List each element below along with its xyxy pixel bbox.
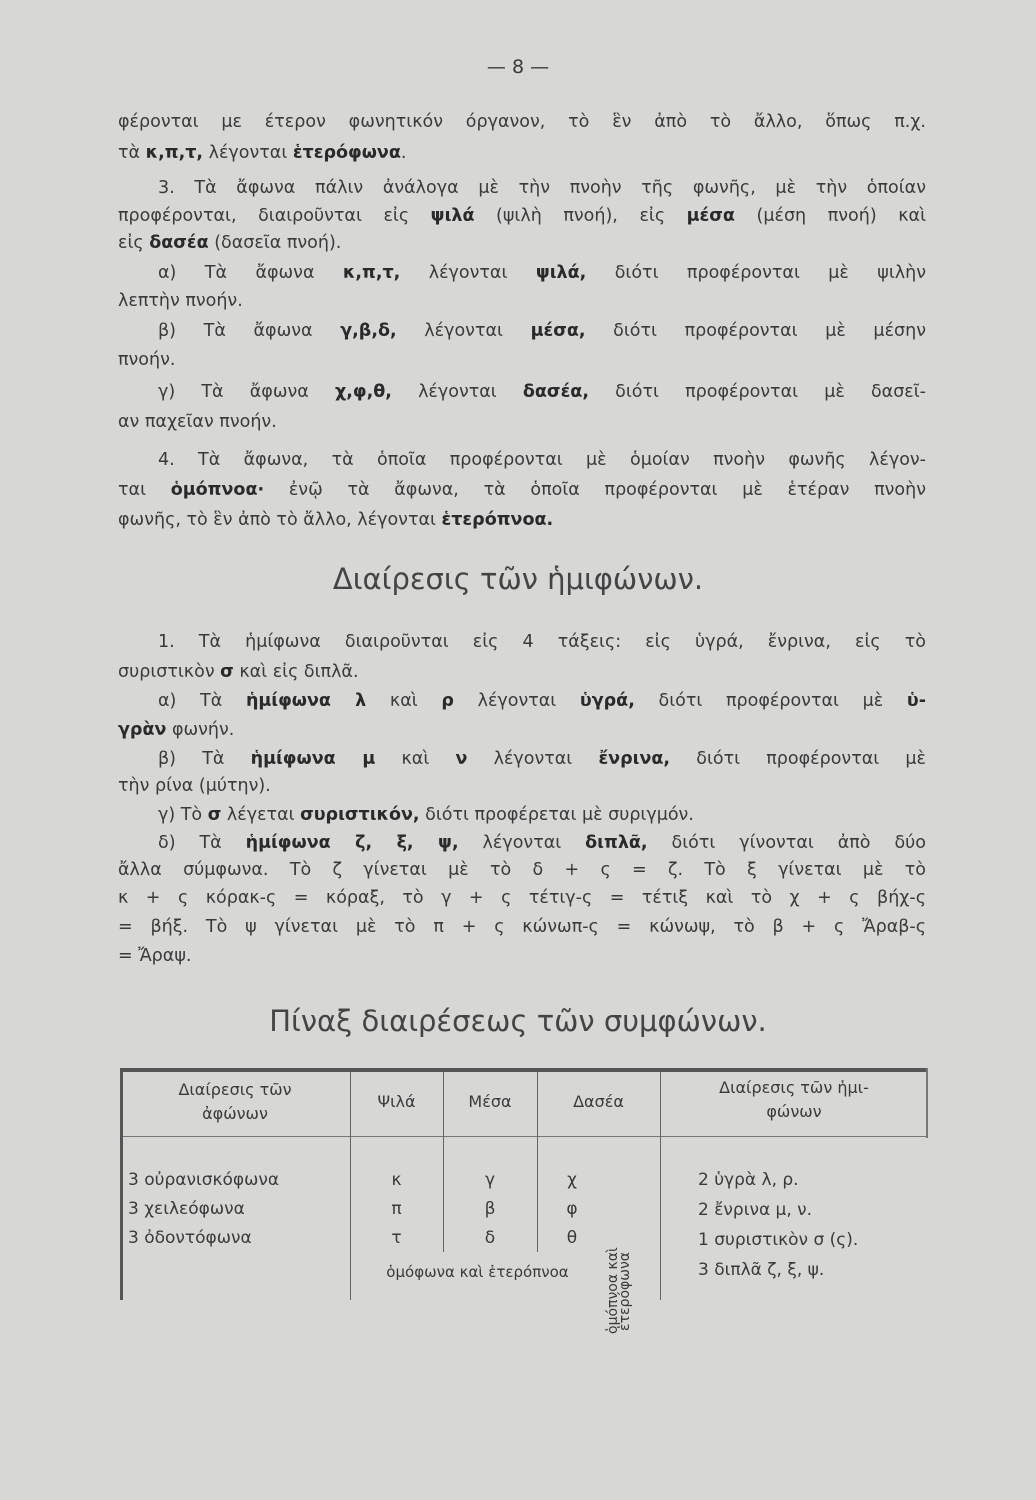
text-segment: φέρονται με έτερον φωνητικόν όργανον, τὸ ἓν ἀπὸ τὸ ἄλλο, ὅπως π.χ. [118,112,926,132]
text-segment: φωνήν. [166,720,235,740]
text-segment: φωνῆς, τὸ ἓν ἀπὸ τὸ ἄλλο, λέγονται [118,510,442,530]
footer-homophone: ὁμόφωνα καὶ ἑτερόπνοα [386,1263,569,1281]
semivowel-class: 3 διπλᾶ ζ, ξ, ψ. [698,1260,825,1280]
table-cell-mesa: γ [484,1170,496,1190]
bold-term: μέσα [686,206,735,226]
text-line [158,380,926,404]
bold-term: δασέα [149,233,209,253]
text-segment: διότι προφέρονται μὲ ψιλὴν [586,263,926,283]
table-cell-mesa: δ [484,1228,496,1248]
text-segment: . [400,143,407,163]
semivowel-class: 1 συριστικὸν σ (ς). [698,1230,859,1250]
table-cell-psila: τ [391,1228,402,1248]
bold-term: ν [455,749,468,769]
text-line [118,858,926,882]
table-cell-psila: κ [391,1170,402,1190]
text-segment: διότι προφέρεται μὲ συριγμόν. [419,805,694,825]
text-segment: αν παχεῖαν πνοήν. [118,412,277,432]
table-cell-dasea: θ [566,1228,578,1248]
text-segment: διότι προφέρονται μὲ [670,749,926,769]
semivowel-class: 2 ἔνρινα μ, ν. [698,1200,813,1220]
bold-term: διπλᾶ, [585,833,648,853]
bold-term: κ,π,τ, [145,143,204,163]
consonant-table [120,1068,928,1335]
text-segment: γ) Τὸ [158,805,208,825]
text-segment: β) Τὰ [158,749,251,769]
text-line [118,915,926,939]
text-segment: λέγονται [467,749,599,769]
bold-term: συριστικόν, [300,805,420,825]
text-segment: πνοήν. [118,350,176,370]
text-segment: διότι γίνονται ἀπὸ δύο [647,833,926,853]
text-line [158,261,926,285]
text-line [118,718,926,742]
table-cell-name: 3 χειλεόφωνα [128,1199,245,1219]
text-segment: ἄλλα σύμφωνα. Τὸ ζ γίνεται μὲ τὸ δ + ς = ζ. Τὸ ξ γίνεται μὲ τὸ [118,860,926,880]
bold-term: ἑτερόπνοα. [441,510,554,530]
text-segment: λέγονται [458,833,586,853]
text-segment: λέγεται [221,805,301,825]
text-line [118,660,926,684]
text-line [118,886,926,910]
table-cell-psila: π [391,1199,402,1219]
text-segment: εἰς [118,233,150,253]
text-segment: διότι προφέρονται μὲ [634,691,907,711]
table-cell-mesa: β [484,1199,496,1219]
text-segment: λέγονται [453,691,580,711]
text-line [158,319,926,343]
text-line [158,689,926,713]
table-cell-name: 3 οὐρανισκόφωνα [128,1170,280,1190]
vertical-label-2: ἑτερόφωνα [617,1251,633,1331]
text-line [118,141,926,165]
text-segment: τὰ [118,143,146,163]
text-line [158,747,926,771]
text-segment: (ψιλὴ πνοή), εἰς [474,206,687,226]
text-segment: λέγονται [203,143,293,163]
bold-term: σ [220,662,234,682]
bold-term: χ,φ,θ, [334,382,392,402]
text-segment: κ + ς κόρακ-ς = κόραξ, τὸ γ + ς τέτιγ-ς = τέτιξ καὶ τὸ χ + ς βήχ-ς [118,888,926,908]
text-line [118,508,926,532]
text-segment: γ) Τὰ ἄφωνα [158,382,335,402]
header-semivowel-division-2: φώνων [766,1102,822,1121]
section-heading-semivowels: Διαίρεσις τῶν ἡμιφώνων. [332,562,704,596]
text-segment: 1. Τὰ ἡμίφωνα διαιροῦνται εἰς 4 τάξεις: εἰς ὑγρά, ἔνρινα, εἰς τὸ [158,632,926,652]
text-segment: 4. Τὰ ἄφωνα, τὰ ὁποῖα προφέρονται μὲ ὁμοίαν πνοὴν φωνῆς λέγον- [158,450,926,470]
text-segment: τὴν ρίνα (μύτην). [118,776,271,796]
bold-term: ἡμίφωνα λ [245,691,367,711]
bold-term: δασέα, [522,382,589,402]
text-segment: ἐνῷ τὰ ἄφωνα, τὰ ὁποῖα προφέρονται μὲ ἑτέραν πνοὴν [264,480,926,500]
text-segment: = βήξ. Τὸ ψ γίνεται μὲ τὸ π + ς κώνωπ-ς = κώνωψ, τὸ β + ς Ἄραβ-ς [118,917,926,937]
text-segment: ται [118,480,171,500]
text-line [118,410,926,434]
text-line [118,478,926,502]
header-consonant-division: Διαίρεσις τῶν [178,1080,292,1099]
bold-term: ὑ- [906,691,926,711]
page-number: — 8 — [486,56,550,78]
text-segment: λέγονται [396,321,531,341]
text-segment: δ) Τὰ [158,833,246,853]
text-segment: = Ἄραψ. [118,946,192,966]
bold-term: ψιλά, [535,263,587,283]
table-cell-dasea: φ [566,1199,578,1219]
bold-term: ψιλά [430,206,475,226]
text-segment: β) Τὰ ἄφωνα [158,321,341,341]
bold-term: ὁμόπνοα· [170,480,265,500]
text-segment: καὶ εἰς διπλᾶ. [233,662,359,682]
text-segment: λέγονται [400,263,536,283]
bold-term: κ,π,τ, [342,263,401,283]
text-segment: συριστικὸν [118,662,221,682]
text-line [158,176,926,200]
text-segment: καὶ [366,691,442,711]
text-segment: λέγονται [391,382,523,402]
bold-term: γ,β,δ, [340,321,397,341]
text-segment: 3. Τὰ ἄφωνα πάλιν ἀνάλογα μὲ τὴν πνοὴν τῆς φωνῆς, μὲ τὴν ὁποίαν [158,178,926,198]
table-cell-dasea: χ [567,1170,577,1190]
bold-term: μέσα, [530,321,586,341]
header-semivowel-division: Διαίρεσις τῶν ἡμι- [719,1078,869,1097]
header-dasea: Δασέα [573,1092,624,1111]
text-line [118,289,926,313]
bold-term: ἡμίφωνα μ [250,749,376,769]
text-line [158,803,926,827]
text-line [118,774,926,798]
bold-term: ἑτερόφωνα [292,143,401,163]
text-line [158,448,926,472]
semivowel-class: 2 ὑγρὰ λ, ρ. [698,1170,799,1190]
header-psila: Ψιλά [377,1092,416,1111]
text-line [118,110,926,134]
bold-term: ρ [441,691,454,711]
bold-term: ἡμίφωνα ζ, ξ, ψ, [245,833,459,853]
text-segment: λεπτὴν πνοήν. [118,291,243,311]
table-title: Πίναξ διαιρέσεως τῶν συμφώνων. [269,1004,767,1038]
text-segment: προφέρονται, διαιροῦνται εἰς [118,206,431,226]
text-segment: α) Τὰ [158,691,246,711]
text-segment: καὶ [375,749,456,769]
header-consonant-division-2: ἀφώνων [202,1104,268,1123]
text-line [118,231,926,255]
bold-term: σ [207,805,222,825]
text-line [118,204,926,228]
text-line [118,944,926,968]
text-segment: διότι προφέρονται μὲ δασεῖ- [588,382,926,402]
header-mesa: Μέσα [468,1092,512,1111]
text-segment: α) Τὰ ἄφωνα [158,263,343,283]
bold-term: ὑγρά, [579,691,635,711]
vertical-label [607,1236,631,1346]
bold-term: ἔνρινα, [598,749,671,769]
text-segment: διότι προφέρονται μὲ μέσην [585,321,926,341]
text-segment: (μέση πνοή) καὶ [734,206,926,226]
bold-term: γρὰν [118,720,167,740]
text-line [158,630,926,654]
vertical-label-1: ὁμόπνοα καὶ [605,1247,621,1335]
text-line [118,348,926,372]
text-line [158,831,926,855]
text-segment: (δασεῖα πνοή). [208,233,342,253]
table-cell-name: 3 ὀδοντόφωνα [128,1228,252,1248]
